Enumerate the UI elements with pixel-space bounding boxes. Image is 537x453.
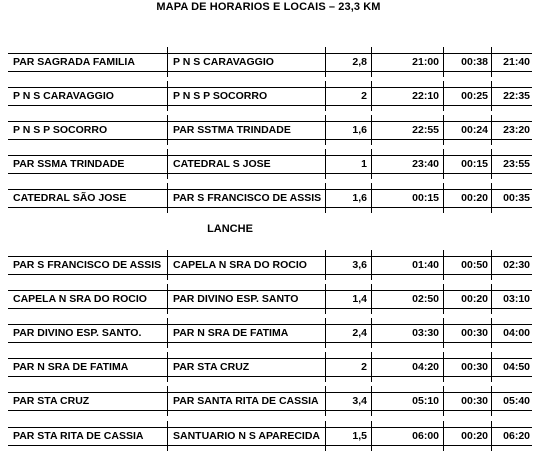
cell-start: 06:00 bbox=[412, 430, 439, 442]
cell-end: 03:10 bbox=[503, 293, 530, 305]
cell-km: 3,4 bbox=[352, 395, 367, 407]
row-bottom-border bbox=[8, 445, 532, 446]
cell-start: 02:50 bbox=[412, 293, 439, 305]
cell-end: 02:30 bbox=[503, 259, 530, 271]
column-separator bbox=[167, 352, 168, 382]
row-top-border bbox=[8, 155, 532, 156]
cell-km: 1 bbox=[361, 158, 367, 170]
page-title: MAPA DE HORARIOS E LOCAIS – 23,3 KM bbox=[156, 1, 381, 13]
row-top-border bbox=[8, 256, 532, 257]
cell-km: 1,6 bbox=[352, 192, 367, 204]
cell-end: 23:20 bbox=[503, 124, 530, 136]
cell-duration: 00:30 bbox=[461, 361, 488, 373]
cell-start: 00:15 bbox=[412, 192, 439, 204]
cell-end: 23:55 bbox=[503, 158, 530, 170]
cell-from: PAR N SRA DE FATIMA bbox=[13, 361, 129, 373]
row-top-border bbox=[8, 427, 532, 428]
cell-km: 2,4 bbox=[352, 327, 367, 339]
schedule-row bbox=[8, 358, 532, 377]
column-separator bbox=[167, 115, 168, 145]
schedule-row bbox=[8, 189, 532, 208]
cell-duration: 00:15 bbox=[461, 158, 488, 170]
cell-start: 22:10 bbox=[412, 90, 439, 102]
row-top-border bbox=[8, 121, 532, 122]
row-bottom-border bbox=[8, 207, 532, 208]
schedule-row bbox=[8, 53, 532, 72]
cell-to: SANTUARIO N S APARECIDA bbox=[173, 430, 321, 442]
cell-to: P N S CARAVAGGIO bbox=[173, 56, 274, 68]
schedule-row bbox=[8, 256, 532, 275]
schedule-row bbox=[8, 324, 532, 343]
column-separator bbox=[167, 183, 168, 213]
schedule-row bbox=[8, 392, 532, 411]
column-separator bbox=[167, 284, 168, 314]
cell-from: CATEDRAL SÃO JOSE bbox=[13, 192, 127, 204]
cell-duration: 00:20 bbox=[461, 293, 488, 305]
cell-from: PAR S FRANCISCO DE ASSIS bbox=[13, 259, 162, 271]
cell-duration: 00:20 bbox=[461, 192, 488, 204]
cell-start: 04:20 bbox=[412, 361, 439, 373]
cell-duration: 00:25 bbox=[461, 90, 488, 102]
row-top-border bbox=[8, 392, 532, 393]
row-bottom-border bbox=[8, 173, 532, 174]
column-separator bbox=[167, 250, 168, 280]
cell-start: 01:40 bbox=[412, 259, 439, 271]
cell-duration: 00:38 bbox=[461, 56, 488, 68]
schedule-row bbox=[8, 290, 532, 309]
cell-to: PAR S FRANCISCO DE ASSIS bbox=[173, 192, 322, 204]
row-bottom-border bbox=[8, 139, 532, 140]
cell-end: 05:40 bbox=[503, 395, 530, 407]
cell-end: 22:35 bbox=[503, 90, 530, 102]
row-top-border bbox=[8, 53, 532, 54]
row-bottom-border bbox=[8, 105, 532, 106]
cell-to: PAR SSTMA TRINDADE bbox=[173, 124, 291, 136]
cell-to: PAR DIVINO ESP. SANTO bbox=[173, 293, 299, 305]
row-top-border bbox=[8, 189, 532, 190]
cell-duration: 00:50 bbox=[461, 259, 488, 271]
cell-km: 1,4 bbox=[352, 293, 367, 305]
cell-to: PAR STA CRUZ bbox=[173, 361, 250, 373]
cell-end: 04:00 bbox=[503, 327, 530, 339]
break-label: LANCHE bbox=[207, 223, 253, 235]
cell-km: 2 bbox=[361, 361, 367, 373]
cell-from: P N S P SOCORRO bbox=[13, 124, 108, 136]
column-separator bbox=[167, 47, 168, 77]
row-bottom-border bbox=[8, 376, 532, 377]
cell-duration: 00:30 bbox=[461, 327, 488, 339]
cell-from: PAR STA CRUZ bbox=[13, 395, 90, 407]
cell-from: PAR DIVINO ESP. SANTO. bbox=[13, 327, 142, 339]
cell-start: 21:00 bbox=[412, 56, 439, 68]
row-top-border bbox=[8, 290, 532, 291]
cell-duration: 00:24 bbox=[461, 124, 488, 136]
cell-from: PAR STA RITA DE CASSIA bbox=[13, 430, 144, 442]
column-separator bbox=[167, 421, 168, 451]
cell-to: PAR SANTA RITA DE CASSIA bbox=[173, 395, 319, 407]
schedule-row bbox=[8, 87, 532, 106]
cell-start: 03:30 bbox=[412, 327, 439, 339]
row-bottom-border bbox=[8, 274, 532, 275]
cell-end: 00:35 bbox=[503, 192, 530, 204]
row-bottom-border bbox=[8, 410, 532, 411]
schedule-row bbox=[8, 427, 532, 446]
column-separator bbox=[167, 149, 168, 179]
row-bottom-border bbox=[8, 71, 532, 72]
row-bottom-border bbox=[8, 342, 532, 343]
cell-from: P N S CARAVAGGIO bbox=[13, 90, 114, 102]
cell-start: 22:55 bbox=[412, 124, 439, 136]
column-separator bbox=[167, 318, 168, 348]
cell-from: CAPELA N SRA DO ROCIO bbox=[13, 293, 147, 305]
cell-end: 04:50 bbox=[503, 361, 530, 373]
row-top-border bbox=[8, 324, 532, 325]
cell-to: CATEDRAL S JOSE bbox=[173, 158, 271, 170]
cell-to: PAR N SRA DE FATIMA bbox=[173, 327, 289, 339]
cell-start: 05:10 bbox=[412, 395, 439, 407]
row-top-border bbox=[8, 87, 532, 88]
row-top-border bbox=[8, 358, 532, 359]
cell-km: 1,5 bbox=[352, 430, 367, 442]
schedule-row bbox=[8, 121, 532, 140]
schedule-row bbox=[8, 155, 532, 174]
cell-end: 21:40 bbox=[503, 56, 530, 68]
column-separator bbox=[167, 81, 168, 111]
cell-from: PAR SAGRADA FAMILIA bbox=[13, 56, 135, 68]
cell-km: 2,8 bbox=[352, 56, 367, 68]
cell-km: 1,6 bbox=[352, 124, 367, 136]
cell-start: 23:40 bbox=[412, 158, 439, 170]
cell-duration: 00:30 bbox=[461, 395, 488, 407]
cell-end: 06:20 bbox=[503, 430, 530, 442]
row-bottom-border bbox=[8, 308, 532, 309]
column-separator bbox=[167, 386, 168, 416]
cell-to: P N S P SOCORRO bbox=[173, 90, 268, 102]
cell-km: 2 bbox=[361, 90, 367, 102]
cell-km: 3,6 bbox=[352, 259, 367, 271]
cell-duration: 00:20 bbox=[461, 430, 488, 442]
cell-to: CAPELA N SRA DO ROCIO bbox=[173, 259, 307, 271]
cell-from: PAR SSMA TRINDADE bbox=[13, 158, 125, 170]
